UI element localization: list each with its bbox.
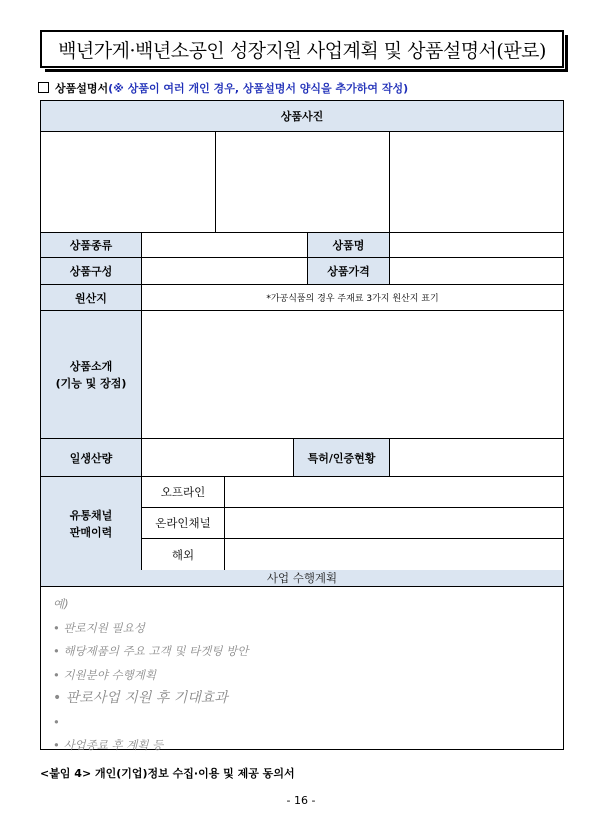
channel-label-line1: 유통채널 [69, 508, 113, 522]
channel-offline-label: 오프라인 [141, 476, 225, 508]
attachment-heading: <붙임 4> 개인(기업)정보 수집·이용 및 제공 동의서 [40, 767, 295, 780]
origin-field[interactable] [141, 284, 564, 311]
channel-online-label: 온라인채널 [141, 507, 225, 539]
document-title-text: 백년가게·백년소공인 성장지원 사업계획 및 상품설명서(판로) [58, 39, 546, 62]
daily-production-field[interactable] [141, 438, 294, 477]
section-note: (※ 상품이 여러 개인 경우, 상품설명서 양식을 추가하여 작성) [108, 82, 409, 95]
plan-line: 예) [53, 597, 69, 611]
product-type-label: 상품종류 [40, 232, 142, 258]
checkbox-icon [38, 82, 49, 93]
product-name-field[interactable] [389, 232, 564, 258]
photo-slot-1[interactable] [40, 131, 216, 233]
product-name-label: 상품명 [307, 232, 390, 258]
intro-label-line2: (기능 및 장점) [55, 376, 127, 390]
product-type-field[interactable] [141, 232, 308, 258]
channel-online-field[interactable] [224, 507, 564, 539]
composition-field[interactable] [141, 257, 308, 285]
patent-field[interactable] [389, 438, 564, 477]
channel-overseas-label: 해외 [141, 538, 225, 571]
composition-label: 상품구성 [40, 257, 142, 285]
intro-field[interactable] [141, 310, 564, 439]
section-label-text: 상품설명서 [55, 82, 109, 95]
plan-line: • [53, 714, 60, 729]
plan-line: • 해당제품의 주요 고객 및 타겟팅 방안 [53, 644, 249, 658]
plan-line: • 판로지원 필요성 [53, 620, 145, 635]
price-field[interactable] [389, 257, 564, 285]
intro-label [40, 310, 142, 439]
section-label [38, 80, 408, 96]
plan-textarea[interactable] [40, 586, 564, 750]
intro-label-line1: 상품소개 [69, 359, 113, 373]
page-number: - 16 - [286, 794, 316, 807]
plan-line: • 사업종료 후 계획 등 [53, 738, 164, 752]
photo-slot-3[interactable] [389, 131, 564, 233]
photo-header: 상품사진 [40, 100, 564, 132]
origin-label: 원산지 [40, 284, 142, 311]
daily-production-label: 일생산량 [40, 438, 142, 477]
document-title [40, 30, 564, 68]
channel-offline-field[interactable] [224, 476, 564, 508]
origin-note: *가공식품의 경우 주재료 3가지 원산지 표기 [266, 294, 439, 304]
channel-label-line2: 판매이력 [69, 525, 113, 539]
plan-header: 사업 수행계획 [40, 570, 564, 586]
channel-label [40, 476, 142, 571]
photo-slot-2[interactable] [215, 131, 390, 233]
plan-line: • 지원분야 수행계획 [53, 667, 156, 682]
plan-line: • 판로사업 지원 후 기대효과 [53, 690, 228, 706]
price-label: 상품가격 [307, 257, 390, 285]
patent-label: 특허/인증현황 [293, 438, 390, 477]
channel-overseas-field[interactable] [224, 538, 564, 571]
